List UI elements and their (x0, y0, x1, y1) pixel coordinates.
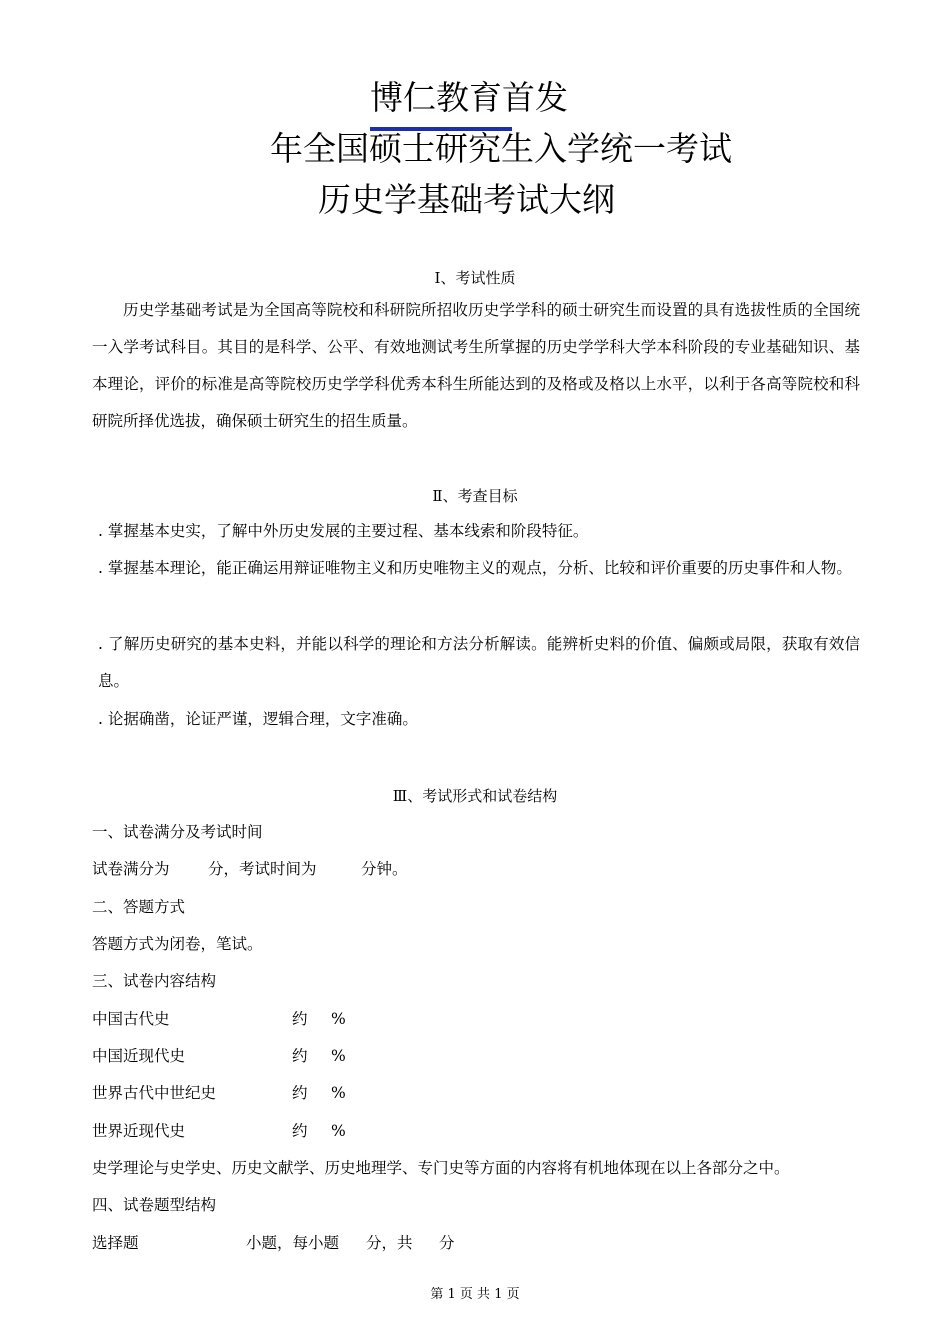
objective-item-3: . 了解历史研究的基本史料，并能以科学的理论和方法分析解读。能辨析史料的价值、偏颇或局限，获取有效信息。 (98, 635, 860, 690)
subheading-answer-mode: 二、答题方式 (92, 898, 186, 916)
question-type-name: 选择题 (92, 1234, 139, 1252)
objective-item-2: . 掌握基本理论，能正确运用辩证唯物主义和历史唯物主义的观点，分析、比较和评价重要的历史事件和人物。 (98, 559, 852, 577)
content-row-percent: % (331, 1010, 346, 1028)
content-row-name: 世界古代中世纪史 (92, 1084, 217, 1102)
content-row-percent: % (331, 1122, 346, 1140)
title-line-3: 历史学基础考试大纲 (318, 180, 615, 219)
answer-mode-text: 答题方式为闭卷，笔试。 (92, 935, 263, 953)
subheading-content-structure: 三、试卷内容结构 (92, 972, 217, 990)
question-text-a: 小题，每小题 (246, 1234, 340, 1252)
subheading-question-types: 四、试卷题型结构 (92, 1196, 217, 1214)
section-2-heading: Ⅱ、考查目标 (432, 487, 518, 505)
objective-item-4: . 论据确凿，论证严谨，逻辑合理，文字准确。 (98, 710, 418, 728)
objective-item-1: . 掌握基本史实，了解中外历史发展的主要过程、基本线索和阶段特征。 (98, 522, 589, 540)
content-row-name: 世界近现代史 (92, 1122, 186, 1140)
title-line-1: 博仁教育首发 (370, 78, 568, 117)
content-row-approx: 约 (292, 1047, 308, 1065)
content-note: 史学理论与史学史、历史文献学、历史地理学、专门史等方面的内容将有机地体现在以上各部分之中。 (92, 1159, 790, 1177)
section-1-paragraph: 历史学基础考试是为全国高等院校和科研院所招收历史学学科的硕士研究生而设置的具有选拔性质的全国统一入学考试科目。其目的是科学、公平、有效地测试考生所掌握的历史学学科大学本科阶段的专业基础知识、基本理论，评价的标准是高等院校历史学学科优秀本科生所能达到的及格或及格以上水平，以利于各高等院校和科研院所择优选拔，确保硕士研究生的招生质量。 (92, 301, 860, 430)
section-1-heading: Ⅰ、考试性质 (434, 269, 516, 287)
subheading-score-time: 一、试卷满分及考试时间 (92, 823, 263, 841)
question-text-b: 分，共 (366, 1234, 413, 1252)
content-row-approx: 约 (292, 1122, 308, 1140)
title-line-2: 年全国硕士研究生入学统一考试 (270, 129, 732, 168)
score-text-a: 试卷满分为 (92, 860, 170, 878)
content-row-approx: 约 (292, 1084, 308, 1102)
content-row-percent: % (331, 1047, 346, 1065)
content-row-approx: 约 (292, 1010, 308, 1028)
score-text-c: 分钟。 (361, 860, 408, 878)
page-footer: 第 1 页 共 1 页 (430, 1287, 520, 1302)
question-text-c: 分 (439, 1234, 455, 1252)
content-row-percent: % (331, 1084, 346, 1102)
score-text-b: 分，考试时间为 (208, 860, 317, 878)
section-3-heading: Ⅲ、考试形式和试卷结构 (392, 787, 558, 805)
content-row-name: 中国近现代史 (92, 1047, 186, 1065)
content-row-name: 中国古代史 (92, 1010, 170, 1028)
